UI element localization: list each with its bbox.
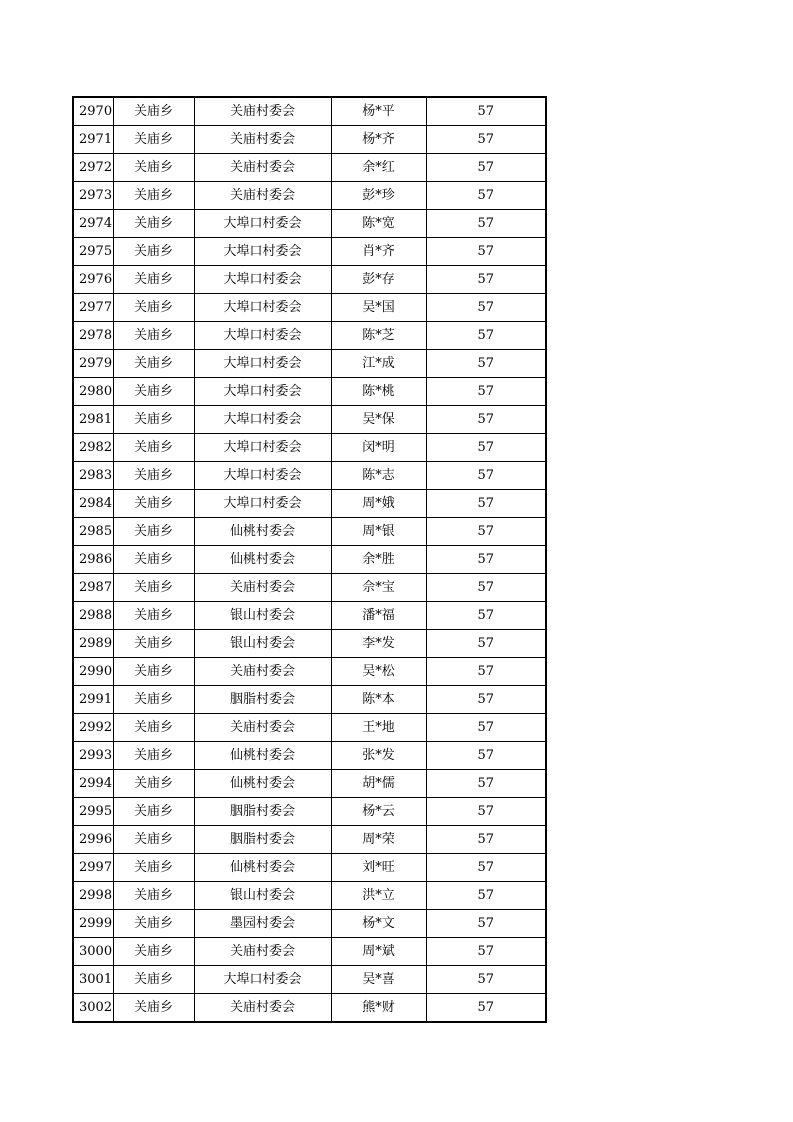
- table-row: [73, 546, 546, 574]
- age-cell: 57: [426, 434, 546, 462]
- row-number-cell: 3002: [73, 994, 113, 1023]
- village-committee-cell: 仙桃村委会: [194, 518, 331, 546]
- age-cell: 57: [426, 126, 546, 154]
- table-row: [73, 322, 546, 350]
- age-cell: 57: [426, 490, 546, 518]
- person-name-cell: 陈*志: [331, 462, 426, 490]
- township-cell: 关庙乡: [113, 238, 194, 266]
- table-row: [73, 686, 546, 714]
- person-name-cell: 杨*齐: [331, 126, 426, 154]
- age-cell: 57: [426, 546, 546, 574]
- age-cell: 57: [426, 938, 546, 966]
- table-row: [73, 490, 546, 518]
- table-row: [73, 126, 546, 154]
- age-cell: 57: [426, 182, 546, 210]
- person-name-cell: 洪*立: [331, 882, 426, 910]
- age-cell: 57: [426, 686, 546, 714]
- village-committee-cell: 关庙村委会: [194, 574, 331, 602]
- township-cell: 关庙乡: [113, 462, 194, 490]
- person-name-cell: 余*胜: [331, 546, 426, 574]
- table-row: [73, 742, 546, 770]
- village-committee-cell: 大埠口村委会: [194, 322, 331, 350]
- age-cell: 57: [426, 154, 546, 182]
- person-name-cell: 周*斌: [331, 938, 426, 966]
- township-cell: 关庙乡: [113, 518, 194, 546]
- township-cell: 关庙乡: [113, 97, 194, 126]
- person-name-cell: 周*银: [331, 518, 426, 546]
- row-number-cell: 2984: [73, 490, 113, 518]
- person-name-cell: 吴*喜: [331, 966, 426, 994]
- township-cell: 关庙乡: [113, 350, 194, 378]
- table-row: [73, 994, 546, 1023]
- township-cell: 关庙乡: [113, 406, 194, 434]
- row-number-cell: 2979: [73, 350, 113, 378]
- roster-table-body: [73, 97, 546, 1022]
- row-number-cell: 3000: [73, 938, 113, 966]
- row-number-cell: 3001: [73, 966, 113, 994]
- village-committee-cell: 大埠口村委会: [194, 434, 331, 462]
- table-row: [73, 462, 546, 490]
- row-number-cell: 2974: [73, 210, 113, 238]
- township-cell: 关庙乡: [113, 434, 194, 462]
- person-name-cell: 李*发: [331, 630, 426, 658]
- person-name-cell: 熊*财: [331, 994, 426, 1023]
- row-number-cell: 2991: [73, 686, 113, 714]
- village-committee-cell: 大埠口村委会: [194, 406, 331, 434]
- age-cell: 57: [426, 826, 546, 854]
- township-cell: 关庙乡: [113, 210, 194, 238]
- township-cell: 关庙乡: [113, 854, 194, 882]
- village-committee-cell: 仙桃村委会: [194, 546, 331, 574]
- table-row: [73, 154, 546, 182]
- age-cell: 57: [426, 97, 546, 126]
- age-cell: 57: [426, 854, 546, 882]
- person-name-cell: 江*成: [331, 350, 426, 378]
- row-number-cell: 2998: [73, 882, 113, 910]
- person-name-cell: 吴*松: [331, 658, 426, 686]
- row-number-cell: 2971: [73, 126, 113, 154]
- village-committee-cell: 关庙村委会: [194, 994, 331, 1023]
- age-cell: 57: [426, 462, 546, 490]
- age-cell: 57: [426, 770, 546, 798]
- age-cell: 57: [426, 266, 546, 294]
- table-row: [73, 350, 546, 378]
- township-cell: 关庙乡: [113, 126, 194, 154]
- village-committee-cell: 关庙村委会: [194, 126, 331, 154]
- row-number-cell: 2994: [73, 770, 113, 798]
- township-cell: 关庙乡: [113, 910, 194, 938]
- person-name-cell: 杨*平: [331, 97, 426, 126]
- table-row: [73, 630, 546, 658]
- row-number-cell: 2987: [73, 574, 113, 602]
- age-cell: 57: [426, 238, 546, 266]
- table-row: [73, 826, 546, 854]
- township-cell: 关庙乡: [113, 994, 194, 1023]
- age-cell: 57: [426, 322, 546, 350]
- person-name-cell: 杨*云: [331, 798, 426, 826]
- row-number-cell: 2972: [73, 154, 113, 182]
- person-name-cell: 陈*桃: [331, 378, 426, 406]
- village-committee-cell: 胭脂村委会: [194, 826, 331, 854]
- row-number-cell: 2999: [73, 910, 113, 938]
- age-cell: 57: [426, 742, 546, 770]
- row-number-cell: 2988: [73, 602, 113, 630]
- village-committee-cell: 银山村委会: [194, 630, 331, 658]
- row-number-cell: 2981: [73, 406, 113, 434]
- row-number-cell: 2985: [73, 518, 113, 546]
- village-committee-cell: 银山村委会: [194, 602, 331, 630]
- age-cell: 57: [426, 994, 546, 1023]
- township-cell: 关庙乡: [113, 182, 194, 210]
- township-cell: 关庙乡: [113, 294, 194, 322]
- row-number-cell: 2997: [73, 854, 113, 882]
- table-row: [73, 854, 546, 882]
- person-name-cell: 陈*芝: [331, 322, 426, 350]
- age-cell: 57: [426, 714, 546, 742]
- row-number-cell: 2996: [73, 826, 113, 854]
- table-row: [73, 97, 546, 126]
- person-name-cell: 潘*福: [331, 602, 426, 630]
- table-row: [73, 658, 546, 686]
- township-cell: 关庙乡: [113, 266, 194, 294]
- township-cell: 关庙乡: [113, 378, 194, 406]
- row-number-cell: 2978: [73, 322, 113, 350]
- village-committee-cell: 关庙村委会: [194, 97, 331, 126]
- table-row: [73, 798, 546, 826]
- person-name-cell: 陈*宽: [331, 210, 426, 238]
- person-name-cell: 闵*明: [331, 434, 426, 462]
- age-cell: 57: [426, 518, 546, 546]
- township-cell: 关庙乡: [113, 742, 194, 770]
- roster-table: [72, 96, 547, 1023]
- person-name-cell: 张*发: [331, 742, 426, 770]
- township-cell: 关庙乡: [113, 658, 194, 686]
- age-cell: 57: [426, 630, 546, 658]
- row-number-cell: 2973: [73, 182, 113, 210]
- township-cell: 关庙乡: [113, 630, 194, 658]
- person-name-cell: 彭*存: [331, 266, 426, 294]
- township-cell: 关庙乡: [113, 882, 194, 910]
- person-name-cell: 周*荣: [331, 826, 426, 854]
- village-committee-cell: 胭脂村委会: [194, 798, 331, 826]
- table-row: [73, 602, 546, 630]
- table-row: [73, 938, 546, 966]
- person-name-cell: 陈*本: [331, 686, 426, 714]
- township-cell: 关庙乡: [113, 714, 194, 742]
- age-cell: 57: [426, 210, 546, 238]
- document-sheet: [72, 96, 547, 1023]
- age-cell: 57: [426, 658, 546, 686]
- row-number-cell: 2976: [73, 266, 113, 294]
- table-row: [73, 294, 546, 322]
- row-number-cell: 2995: [73, 798, 113, 826]
- person-name-cell: 肖*齐: [331, 238, 426, 266]
- person-name-cell: 吴*保: [331, 406, 426, 434]
- village-committee-cell: 大埠口村委会: [194, 350, 331, 378]
- row-number-cell: 2982: [73, 434, 113, 462]
- age-cell: 57: [426, 602, 546, 630]
- row-number-cell: 2975: [73, 238, 113, 266]
- row-number-cell: 2993: [73, 742, 113, 770]
- table-row: [73, 574, 546, 602]
- township-cell: 关庙乡: [113, 602, 194, 630]
- age-cell: 57: [426, 910, 546, 938]
- township-cell: 关庙乡: [113, 938, 194, 966]
- table-row: [73, 210, 546, 238]
- row-number-cell: 2983: [73, 462, 113, 490]
- village-committee-cell: 大埠口村委会: [194, 210, 331, 238]
- age-cell: 57: [426, 882, 546, 910]
- village-committee-cell: 仙桃村委会: [194, 770, 331, 798]
- row-number-cell: 2977: [73, 294, 113, 322]
- person-name-cell: 周*娥: [331, 490, 426, 518]
- age-cell: 57: [426, 798, 546, 826]
- village-committee-cell: 关庙村委会: [194, 154, 331, 182]
- table-row: [73, 714, 546, 742]
- village-committee-cell: 关庙村委会: [194, 182, 331, 210]
- township-cell: 关庙乡: [113, 966, 194, 994]
- age-cell: 57: [426, 966, 546, 994]
- township-cell: 关庙乡: [113, 826, 194, 854]
- table-row: [73, 406, 546, 434]
- township-cell: 关庙乡: [113, 154, 194, 182]
- table-row: [73, 910, 546, 938]
- person-name-cell: 余*红: [331, 154, 426, 182]
- table-row: [73, 518, 546, 546]
- row-number-cell: 2989: [73, 630, 113, 658]
- village-committee-cell: 大埠口村委会: [194, 238, 331, 266]
- row-number-cell: 2970: [73, 97, 113, 126]
- village-committee-cell: 关庙村委会: [194, 658, 331, 686]
- village-committee-cell: 仙桃村委会: [194, 742, 331, 770]
- table-row: [73, 434, 546, 462]
- person-name-cell: 彭*珍: [331, 182, 426, 210]
- village-committee-cell: 大埠口村委会: [194, 294, 331, 322]
- person-name-cell: 佘*宝: [331, 574, 426, 602]
- table-row: [73, 770, 546, 798]
- age-cell: 57: [426, 574, 546, 602]
- person-name-cell: 胡*儒: [331, 770, 426, 798]
- row-number-cell: 2980: [73, 378, 113, 406]
- table-row: [73, 182, 546, 210]
- age-cell: 57: [426, 294, 546, 322]
- village-committee-cell: 墨园村委会: [194, 910, 331, 938]
- person-name-cell: 吴*国: [331, 294, 426, 322]
- table-row: [73, 378, 546, 406]
- person-name-cell: 杨*文: [331, 910, 426, 938]
- row-number-cell: 2990: [73, 658, 113, 686]
- village-committee-cell: 关庙村委会: [194, 938, 331, 966]
- row-number-cell: 2992: [73, 714, 113, 742]
- table-row: [73, 238, 546, 266]
- age-cell: 57: [426, 378, 546, 406]
- village-committee-cell: 大埠口村委会: [194, 966, 331, 994]
- age-cell: 57: [426, 350, 546, 378]
- village-committee-cell: 银山村委会: [194, 882, 331, 910]
- table-row: [73, 966, 546, 994]
- village-committee-cell: 仙桃村委会: [194, 854, 331, 882]
- township-cell: 关庙乡: [113, 798, 194, 826]
- table-row: [73, 266, 546, 294]
- township-cell: 关庙乡: [113, 686, 194, 714]
- table-row: [73, 882, 546, 910]
- township-cell: 关庙乡: [113, 574, 194, 602]
- village-committee-cell: 大埠口村委会: [194, 266, 331, 294]
- village-committee-cell: 大埠口村委会: [194, 490, 331, 518]
- village-committee-cell: 大埠口村委会: [194, 462, 331, 490]
- township-cell: 关庙乡: [113, 490, 194, 518]
- village-committee-cell: 胭脂村委会: [194, 686, 331, 714]
- person-name-cell: 刘*旺: [331, 854, 426, 882]
- village-committee-cell: 大埠口村委会: [194, 378, 331, 406]
- age-cell: 57: [426, 406, 546, 434]
- person-name-cell: 王*地: [331, 714, 426, 742]
- township-cell: 关庙乡: [113, 322, 194, 350]
- township-cell: 关庙乡: [113, 770, 194, 798]
- township-cell: 关庙乡: [113, 546, 194, 574]
- row-number-cell: 2986: [73, 546, 113, 574]
- village-committee-cell: 关庙村委会: [194, 714, 331, 742]
